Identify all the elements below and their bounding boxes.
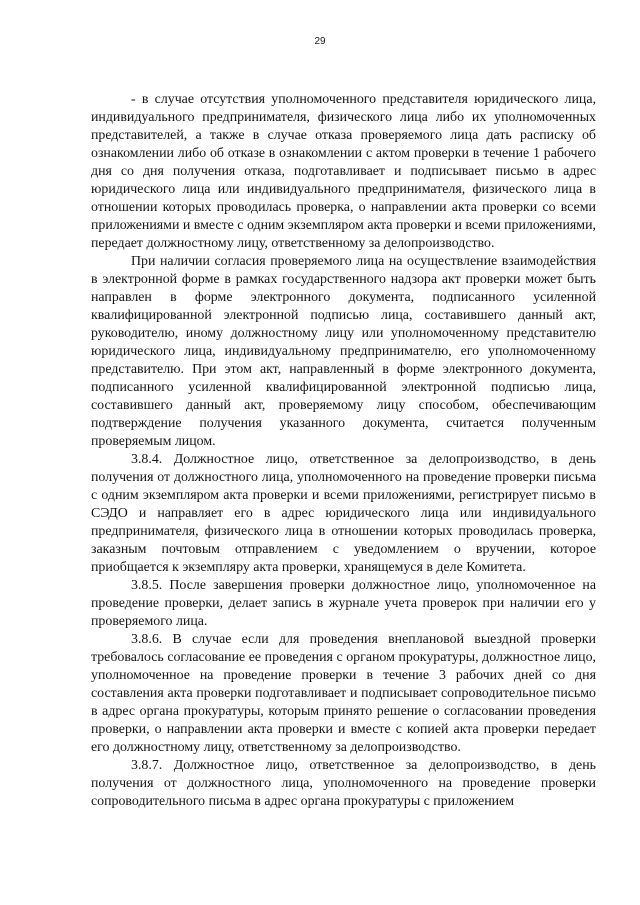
- paragraph-electronic-interaction: При наличии согласия проверяемого лица на осуществление взаимодействия в электронной форме в рамках государственного надзора акт проверки может быть направлен в форме электронного документа, подписанного усиленной квалифицированной электронной подписью лица, составившего данный акт, руководителю, иному должностному лицу или уполномоченному представителю юридического лица, индивидуальному предпринимателю, его уполномоченному представителю. При этом акт, направленный в форме электронного документа, подписанного усиленной квалифицированной электронной подписью лица, составившего данный акт, проверяемому лицу способом, обеспечивающим подтверждение получения указанного документа, считается полученным проверяемым лицом.: [91, 254, 596, 449]
- paragraph-3-8-4: 3.8.4. Должностное лицо, ответственное за делопроизводство, в день получения от должностного лица, уполномоченного на проведение проверки письма с одним экземпляром акта проверки и всеми приложениями, регистрирует письмо в СЭДО и направляет его в адрес юридического лица или индивидуального предпринимателя, физического лица в отношении которых проводилась проверка, заказным почтовым отправлением с уведомлением о вручении, которое приобщается к экземпляру акта проверки, хранящемуся в деле Комитета.: [91, 452, 596, 575]
- paragraph-3-8-6: 3.8.6. В случае если для проведения внеплановой выездной проверки требовалось согласование ее проведения с органом прокуратуры, должностное лицо, уполномоченное на проведение проверки в течение 3 рабочих дней со дня составления акта проверки подготавливает и подписывает сопроводительное письмо в адрес органа прокуратуры, которым принято решение о согласовании проведения проверки, о направлении акта проверки и вместе с копией акта проверки передает его должностному лицу, ответственному за делопроизводство.: [91, 632, 596, 755]
- page-number: 29: [314, 36, 326, 47]
- document-body: [91, 91, 596, 811]
- paragraph-3-8-7: 3.8.7. Должностное лицо, ответственное за делопроизводство, в день получения от должностного лица, уполномоченного на проведение проверки сопроводительного письма в адрес органа прокуратуры с приложением: [91, 758, 596, 809]
- paragraph-3-8-5: 3.8.5. После завершения проверки должностное лицо, уполномоченное на проведение проверки, делает запись в журнале учета проверок при наличии его у проверяемого лица.: [91, 578, 596, 629]
- paragraph-notice-absent-representative: - в случае отсутствия уполномоченного представителя юридического лица, индивидуального предпринимателя, физического лица либо их уполномоченных представителей, а также в случае отказа проверяемого лица дать расписку об ознакомлении либо об отказе в ознакомлении с актом проверки в течение 1 рабочего дня со дня получения отказа, подготавливает и подписывает письмо в адрес юридического лица или индивидуального предпринимателя, физического лица в отношении которых проводилась проверка, о направлении акта проверки со всеми приложениями и вместе с одним экземпляром акта проверки и всеми приложениями, передает должностному лицу, ответственному за делопроизводство.: [91, 92, 596, 251]
